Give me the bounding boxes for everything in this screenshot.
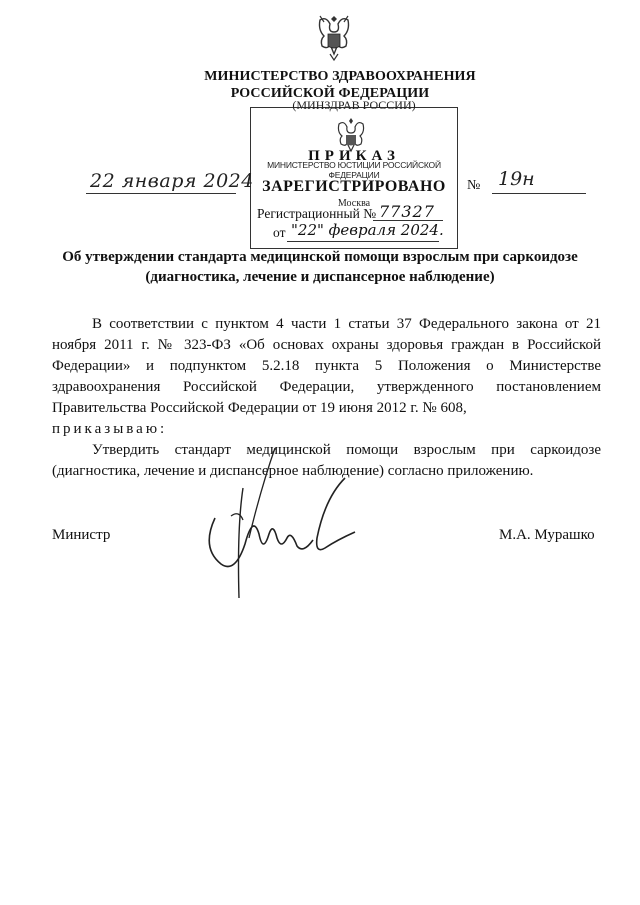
order-date-underline: [86, 193, 236, 194]
signatory-name: М.А. Мурашко: [499, 527, 595, 543]
ministry-line-2: РОССИЙСКОЙ ФЕДЕРАЦИИ: [230, 86, 430, 101]
stamp-date-label: от: [273, 225, 286, 240]
stamp-abbreviation: (МИНЗДРАВ РОССИИ): [292, 98, 416, 112]
document-title: [40, 247, 600, 287]
ministry-name: [0, 68, 640, 102]
body-paragraph-2: Утвердить стандарт медицинской помощи взрослым при саркоидозе (диагностика, лечение и диспансерное наблюдение) согласно приложению.: [52, 442, 601, 479]
ministry-line-1: МИНИСТЕРСТВО ЗДРАВООХРАНЕНИЯ: [204, 69, 476, 84]
stamp-ministry: МИНИСТЕРСТВО ЮСТИЦИИ РОССИЙСКОЙ ФЕДЕРАЦИИ: [267, 160, 441, 180]
order-date: 22 января 2024: [90, 170, 254, 192]
registration-stamp: [250, 98, 458, 249]
order-number-sign: №: [467, 178, 481, 193]
stamp-reg-label: Регистрационный №: [257, 206, 377, 221]
handwritten-signature-icon: [195, 448, 365, 598]
body-paragraph-1: В соответствии с пунктом 4 части 1 статьи 37 Федерального закона от 21 ноября 2011 г. № 323-ФЗ «Об основах охраны здоровья граждан в Российской Федерации» и подпунктом 5.2.18 пункта 5 Положения о Министерстве здравоохранения Российской Федерации, утвержденного постановлением Правительства Российской Федерации от 19 июня 2012 г. № 608,: [52, 316, 601, 416]
title-line-2: (диагностика, лечение и диспансерное наблюдение): [145, 269, 495, 285]
stamp-date-underline: [287, 241, 439, 242]
order-number-underline: [492, 193, 586, 194]
stamp-city: Москва: [337, 198, 371, 209]
coat-of-arms-icon: [312, 10, 356, 62]
stamp-title: ПРИКАЗ: [308, 148, 400, 164]
order-number: 19н: [498, 168, 535, 190]
stamp-registered: ЗАРЕГИСТРИРОВАНО: [262, 178, 446, 195]
signatory-position: Министр: [52, 527, 111, 543]
title-line-1: Об утверждении стандарта медицинской помощи взрослым при саркоидозе: [62, 249, 578, 265]
body-order-word: приказываю:: [52, 421, 168, 437]
stamp-date-value: "22" февраля 2024.: [291, 221, 444, 239]
stamp-reg-number: 77327: [379, 202, 435, 221]
